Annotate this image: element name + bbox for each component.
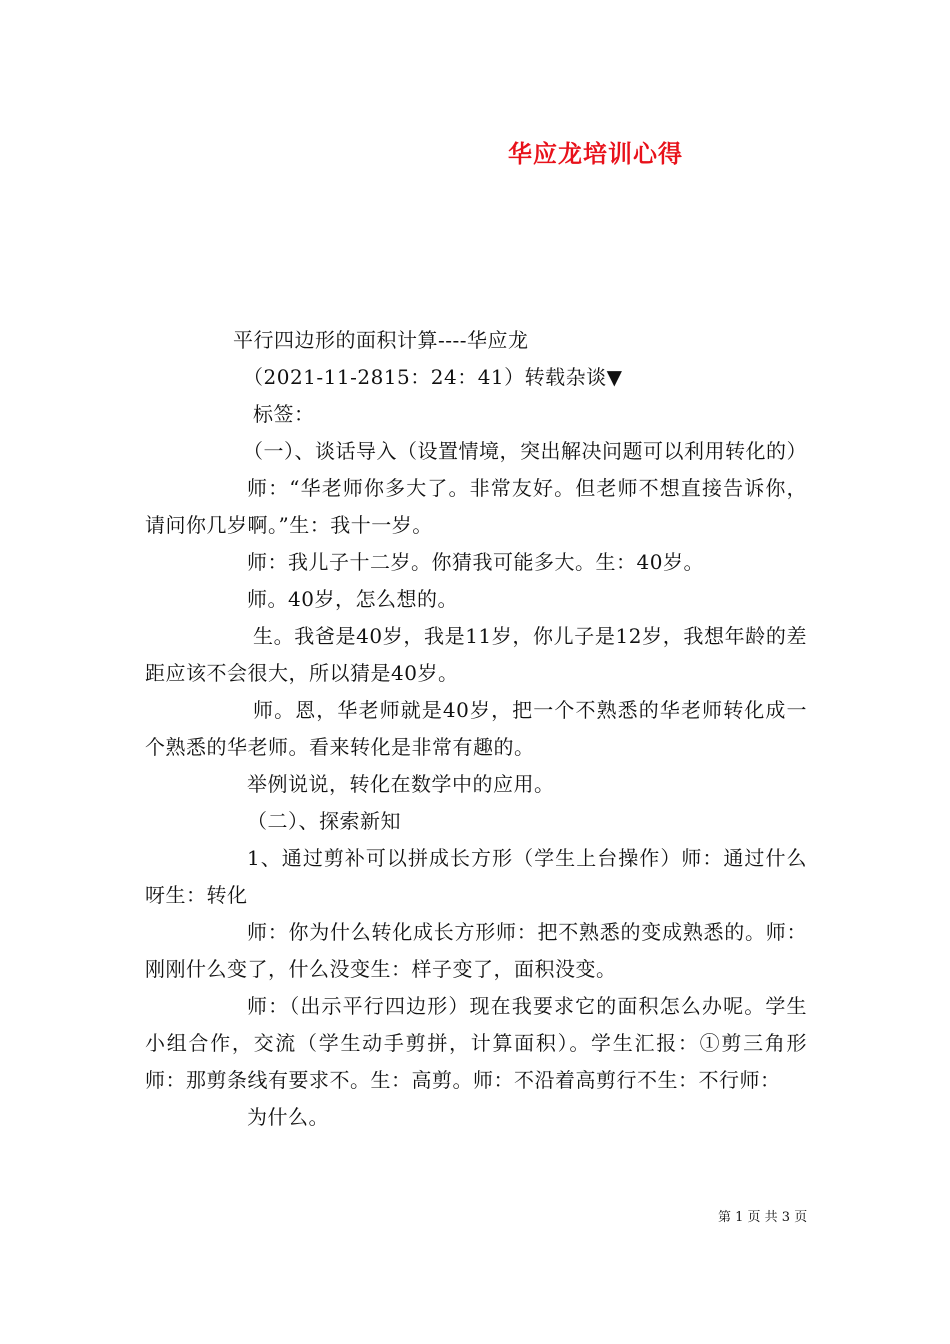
paragraph: 生。我爸是40岁，我是11岁，你儿子是12岁，我想年龄的差距应该不会很大，所以猜是40岁。 <box>145 624 807 685</box>
document-title: 华应龙培训心得 <box>508 139 683 168</box>
page-footer: 第 1 页 共 3 页 <box>718 1210 808 1225</box>
tags-label: 标签： <box>253 402 315 426</box>
paragraph: 为什么。 <box>247 1105 329 1129</box>
paragraph: 师。恩，华老师就是40岁，把一个不熟悉的华老师转化成一个熟悉的华老师。看来转化是非常有趣的。 <box>145 698 807 759</box>
paragraph: （一）、谈话导入（设置情境，突出解决问题可以利用转化的） <box>243 439 807 463</box>
paragraph: 举例说说，转化在数学中的应用。 <box>247 772 555 796</box>
article-title: 平行四边形的面积计算----华应龙 <box>233 328 529 352</box>
document-body <box>145 322 807 1136</box>
section-heading: （二）、探索新知 <box>247 809 401 833</box>
paragraph: 师：“华老师你多大了。非常友好。但老师不想直接告诉你，请问你几岁啊。”生：我十一岁。 <box>145 476 807 537</box>
paragraph: 师：你为什么转化成长方形师：把不熟悉的变成熟悉的。师：刚刚什么变了，什么没变生：样子变了，面积没变。 <box>145 920 807 981</box>
paragraph: 师。40岁，怎么想的。 <box>247 587 458 611</box>
paragraph: 师：（出示平行四边形）现在我要求它的面积怎么办呢。学生小组合作，交流（学生动手剪拼，计算面积）。学生汇报：①剪三角形师：那剪条线有要求不。生：高剪。师：不沿着高剪行不生：不行师： <box>145 994 807 1092</box>
paragraph: 师：我儿子十二岁。你猜我可能多大。生：40岁。 <box>247 550 704 574</box>
article-meta-line: （2021-11-2815：24：41）转载杂谈▼ <box>243 365 623 389</box>
paragraph: 1、通过剪补可以拼成长方形（学生上台操作）师：通过什么呀生：转化 <box>145 846 807 907</box>
